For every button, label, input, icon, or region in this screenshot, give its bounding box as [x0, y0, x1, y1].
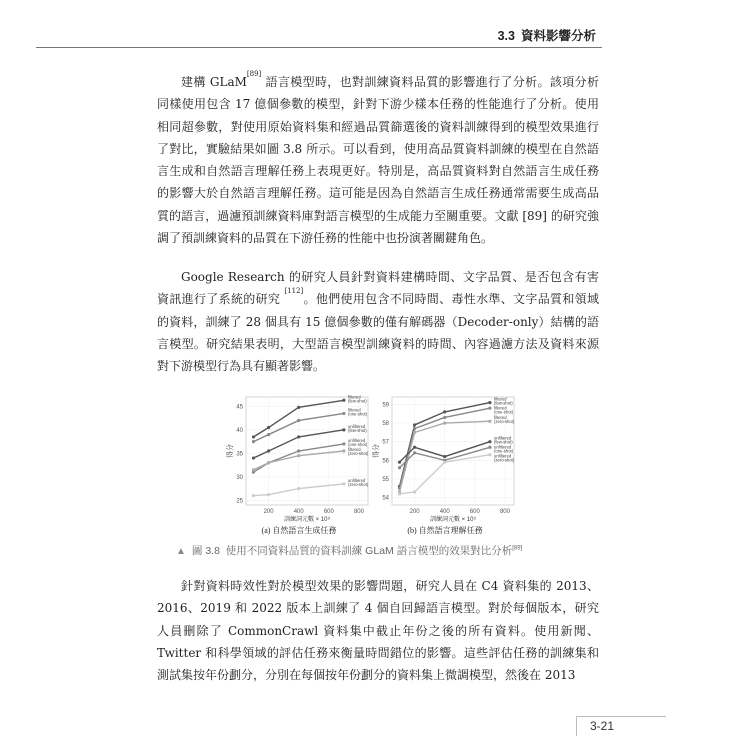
y-tick-label: 59	[382, 402, 389, 409]
data-point	[297, 406, 300, 409]
series-label: filtered	[494, 405, 507, 411]
p2-citation: [112]	[284, 287, 304, 296]
data-point	[297, 487, 300, 490]
data-point	[267, 426, 270, 429]
data-point	[252, 440, 255, 443]
data-point	[488, 401, 491, 404]
p1-text-b: 語言模型時，也對訓練資料品質的影響進行了分析。該項分析同樣使用包含 17 億個參數的模型，針對下游少樣本任務的性能進行了分析。使用相同超參數，對使用原始資料集和經過品質篩選後的資料訓練得到的模型效果進行了對比，實驗結果如圖 3.8 所示。可以看到，使用高品質資料訓練的模型在自然語言生成和自然語言理解任務上表現更好。特別是，高品質資料對自然語言生成任務的影響大於自然語言理解任務。這可能是因為自然語言生成任務通常需要生成高品質的語言，過濾預訓練資料庫對語言模型的生成能力至關重要。文獻 [89] 的研究強調了預訓練資料的品質在下游任務的性能中也扮演著關鍵角色。	[157, 75, 599, 246]
series-label: filtered	[348, 446, 361, 452]
x-tick-label: 400	[293, 509, 304, 515]
y-tick-label: 25	[236, 498, 243, 505]
series-label: (few-shot)	[348, 427, 367, 433]
data-point	[297, 449, 300, 452]
data-point	[297, 435, 300, 438]
data-point	[443, 455, 446, 458]
data-point	[488, 440, 491, 443]
data-point	[443, 410, 446, 413]
series-label: (one-shot)	[348, 411, 368, 417]
data-point	[413, 451, 416, 454]
y-tick-label: 40	[236, 427, 243, 434]
data-point	[267, 493, 270, 496]
data-point	[267, 433, 270, 436]
series-label: unfiltered	[348, 477, 366, 483]
series-label: filtered	[494, 396, 507, 402]
paragraph-timeliness	[157, 575, 599, 686]
data-point	[443, 421, 446, 424]
x-axis-label: 訓練詞元數 × 10⁹	[283, 517, 331, 523]
p1-citation: [89]	[246, 70, 262, 78]
p2-text-b: 。他們使用包含不同時間、毒性水準、文字品質和領域的資料，訓練了 28 個具有 15 億個參數的僅有解碼器（Decoder-only）結構的語言模型。研究結果表明，大型語言模型訓練資料的時間、內容過濾方法及資料來源對下游模型行為具有顯著影響。	[157, 292, 599, 374]
paragraph-google-research	[157, 266, 599, 377]
page-number: 3-21	[590, 719, 615, 733]
series-label: (zero-shot)	[348, 481, 369, 487]
data-point	[297, 454, 300, 457]
chart-caption: (b) 自然語言理解任務	[407, 526, 483, 535]
caption-text: 使用不同資料品質的資料訓練 GLaM 語言模型的效果對比分析	[225, 545, 513, 557]
series-label: unfiltered	[494, 435, 512, 441]
p1-text-a: 建構 GLaM	[181, 75, 247, 89]
p2-text-a: Google Research 的研究人員針對資料建構時間、文字品質、是否包含有害資訊進行了系統的研究	[157, 270, 599, 307]
caption-citation: [89]	[512, 545, 523, 552]
y-tick-label: 55	[382, 476, 389, 483]
data-point	[413, 423, 416, 426]
x-tick-label: 400	[439, 509, 450, 515]
section-title: 資料影響分析	[520, 29, 596, 43]
chart-caption: (a) 自然語言生成任務	[261, 526, 337, 535]
data-point	[488, 446, 491, 449]
series-label: unfiltered	[348, 437, 366, 443]
x-tick-label: 800	[499, 509, 510, 515]
series-label: (one-shot)	[348, 441, 368, 447]
y-tick-label: 45	[236, 404, 243, 411]
data-point	[342, 399, 345, 402]
data-point	[267, 461, 270, 464]
y-tick-label: 58	[382, 421, 389, 428]
series-label: (zero-shot)	[494, 419, 515, 425]
x-tick-label: 600	[323, 509, 334, 515]
data-point	[342, 449, 345, 452]
series-label: (zero-shot)	[348, 450, 369, 456]
data-point	[413, 427, 416, 430]
data-point	[488, 407, 491, 410]
x-tick-label: 800	[353, 509, 364, 515]
y-tick-label: 35	[236, 451, 243, 458]
series-label: (few-shot)	[494, 439, 513, 445]
footer-rule-vertical	[576, 716, 577, 736]
data-point	[252, 435, 255, 438]
data-point	[443, 416, 446, 419]
y-axis-label: 得分	[227, 444, 234, 458]
y-axis-label: 得分	[373, 444, 380, 458]
data-point	[488, 453, 491, 456]
data-point	[252, 494, 255, 497]
y-tick-label: 57	[382, 439, 389, 446]
series-label: unfiltered	[494, 453, 512, 459]
data-point	[297, 419, 300, 422]
caption-triangle-icon: ▲	[176, 546, 186, 557]
data-point	[398, 492, 401, 495]
series-label: filtered	[348, 394, 361, 400]
data-point	[252, 468, 255, 471]
data-point	[267, 449, 270, 452]
series-label: (one-shot)	[494, 409, 514, 415]
data-point	[342, 442, 345, 445]
series-label: (few-shot)	[494, 400, 513, 406]
series-label: (few-shot)	[348, 398, 367, 404]
data-point	[443, 461, 446, 464]
data-point	[342, 482, 345, 485]
y-tick-label: 56	[382, 458, 389, 465]
y-tick-label: 30	[236, 474, 243, 481]
series-label: filtered	[494, 415, 507, 421]
footer-rule-horizontal	[576, 716, 666, 717]
data-point	[413, 490, 416, 493]
running-header	[498, 26, 596, 44]
header-rule	[36, 47, 602, 48]
series-label: unfiltered	[494, 444, 512, 450]
data-point	[252, 456, 255, 459]
caption-label: 圖 3.8	[191, 545, 220, 557]
data-point	[413, 431, 416, 434]
data-point	[342, 412, 345, 415]
data-point	[413, 446, 416, 449]
chart-nlg-svg	[226, 392, 372, 540]
series-label: (one-shot)	[494, 448, 514, 454]
x-tick-label: 200	[263, 509, 274, 515]
paragraph-glam	[157, 71, 599, 249]
chart-nlu-svg	[372, 392, 518, 540]
section-number: 3.3	[497, 29, 515, 43]
series-label: unfiltered	[348, 423, 366, 429]
chart-nlg	[226, 392, 372, 544]
y-tick-label: 54	[382, 495, 389, 502]
x-tick-label: 600	[469, 509, 480, 515]
x-axis-label: 訓練詞元數 × 10⁹	[429, 517, 477, 523]
data-point	[398, 466, 401, 469]
data-point	[488, 420, 491, 423]
data-point	[342, 428, 345, 431]
series-label: filtered	[348, 407, 361, 413]
x-tick-label: 200	[409, 509, 420, 515]
data-point	[398, 461, 401, 464]
series-label: (zero-shot)	[494, 457, 515, 463]
p3-text: 針對資料時效性對於模型效果的影響問題，研究人員在 C4 資料集的 2013、2016、2019 和 2022 版本上訓練了 4 個自回歸語言模型。對於每個版本，研究人員刪除了 CommonCrawl 資料集中截止年份之後的所有資料。使用新聞、Twitter 和科學領域的評估任務來衡量時間錯位的影響。這些評估任務的訓練集和測試集按年份劃分，分別在每個按年份劃分的資料集上微調模型，然後在 2013	[157, 579, 599, 683]
figure-caption	[176, 543, 522, 558]
chart-nlu	[372, 392, 518, 544]
